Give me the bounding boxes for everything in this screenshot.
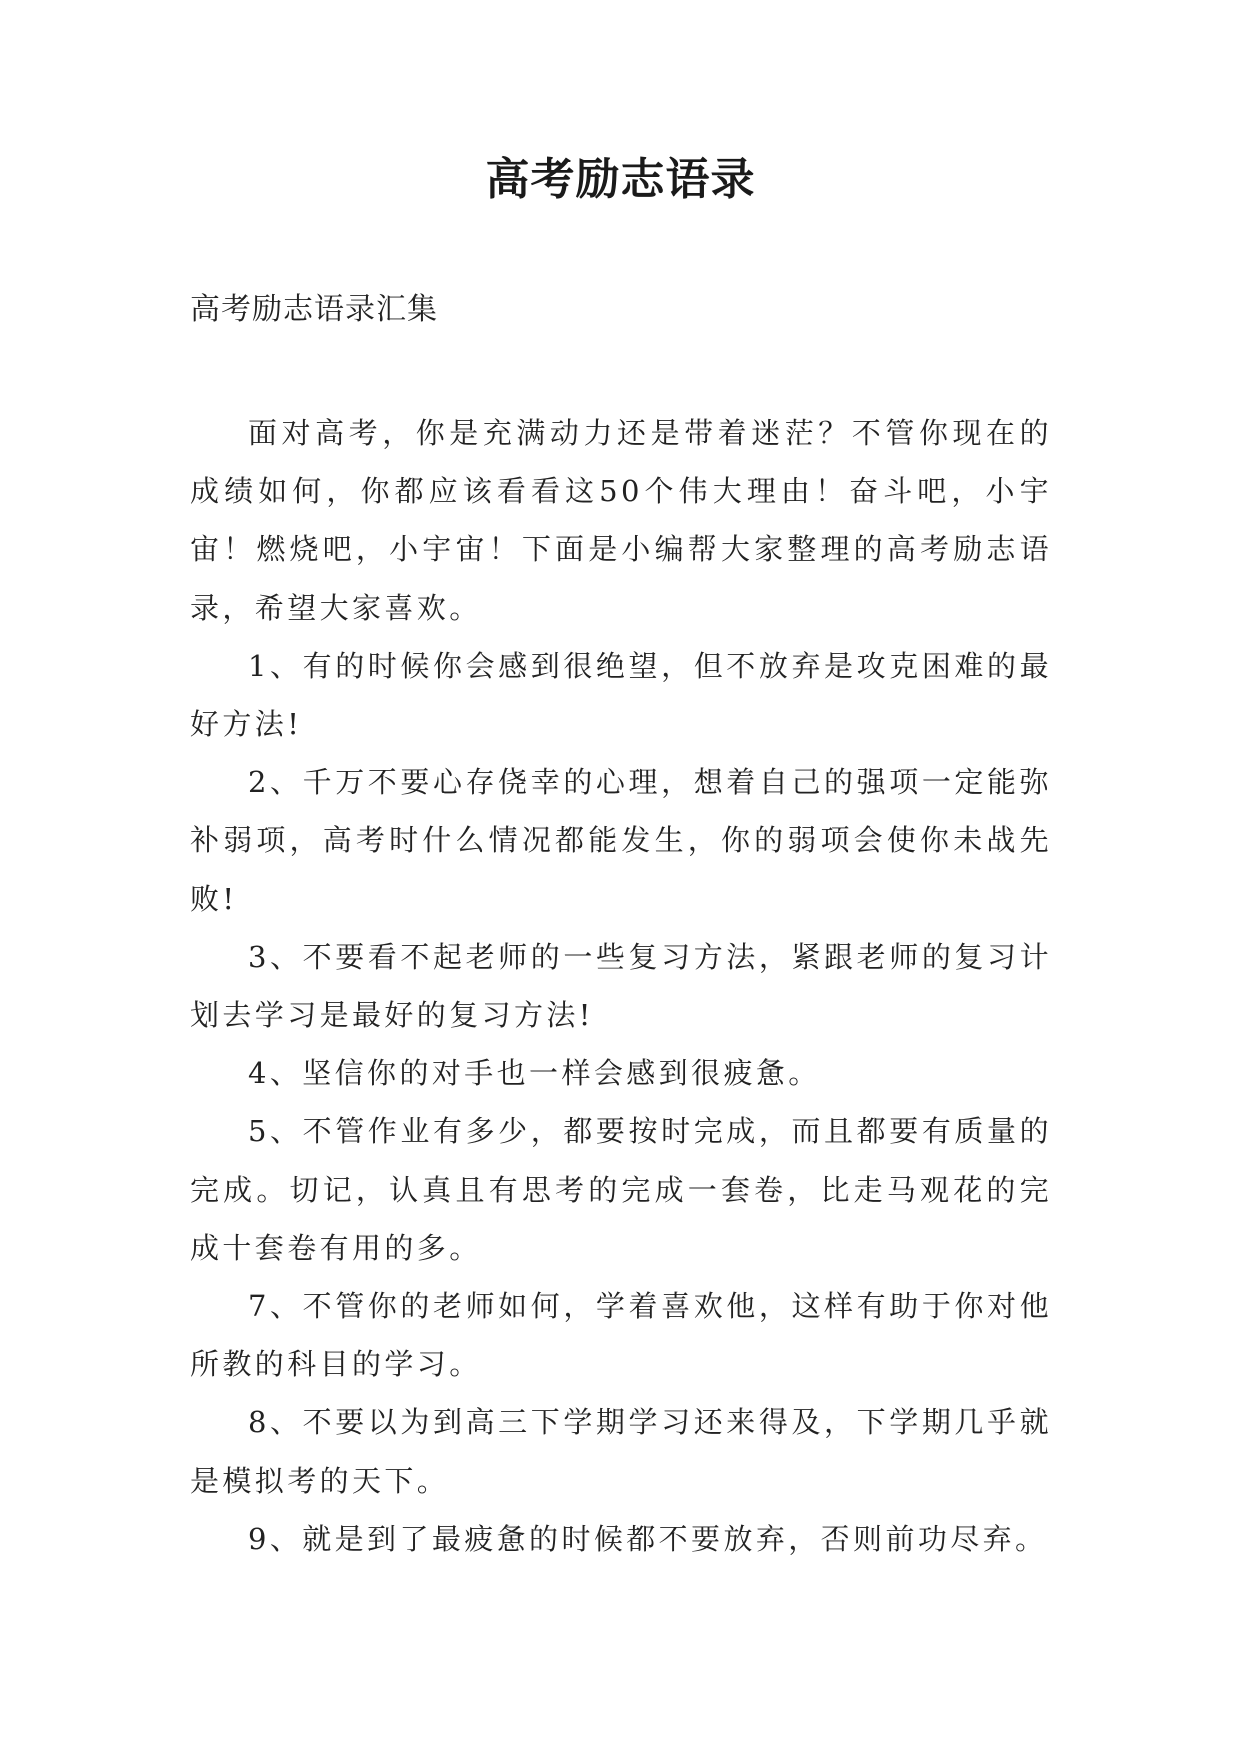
- document-body: [190, 404, 1052, 1568]
- document-title: 高考励志语录: [485, 154, 756, 205]
- quote-paragraph-1: 1、有的时候你会感到很绝望，但不放弃是攻克困难的最好方法!: [190, 648, 1052, 742]
- quote-paragraph-3: 3、不要看不起老师的一些复习方法，紧跟老师的复习计划去学习是最好的复习方法!: [190, 939, 1052, 1033]
- intro-paragraph: 面对高考，你是充满动力还是带着迷茫？不管你现在的成绩如何，你都应该看看这50个伟大理由！奋斗吧，小宇宙！燃烧吧，小宇宙！下面是小编帮大家整理的高考励志语录，希望大家喜欢。: [190, 416, 1052, 625]
- quote-paragraph-4: 4、坚信你的对手也一样会感到很疲惫。: [248, 1056, 821, 1091]
- quote-paragraph-8: 8、不要以为到高三下学期学习还来得及，下学期几乎就是模拟考的天下。: [190, 1405, 1052, 1498]
- quote-paragraph-7: 7、不管你的老师如何，学着喜欢他，这样有助于你对他所教的科目的学习。: [190, 1289, 1052, 1382]
- quote-paragraph-5: 5、不管作业有多少，都要按时完成，而且都要有质量的完成。切记，认真且有思考的完成一套卷，比走马观花的完成十套卷有用的多。: [190, 1114, 1052, 1265]
- document-subtitle: 高考励志语录汇集: [190, 292, 438, 327]
- quote-paragraph-9: 9、就是到了最疲惫的时候都不要放弃，否则前功尽弃。: [248, 1521, 1048, 1556]
- quote-paragraph-2: 2、千万不要心存侥幸的心理，想着自己的强项一定能弥补弱项，高考时什么情况都能发生，你的弱项会使你未战先败!: [190, 765, 1052, 916]
